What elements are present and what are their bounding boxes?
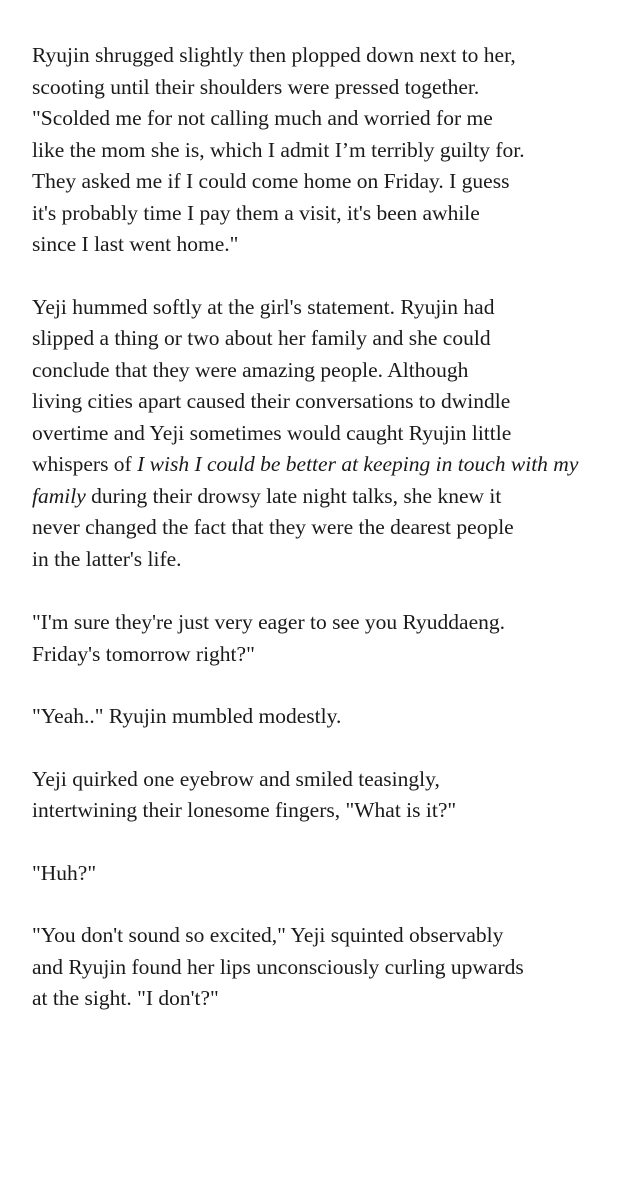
text-line: They asked me if I could come home on Friday. I guess — [32, 169, 510, 193]
text-line: in the latter's life. — [32, 546, 182, 571]
text-line: "Yeah.." Ryujin mumbled modestly. — [32, 704, 342, 728]
italic-text-run: I wish I could be better at keeping in touch with my — [137, 452, 579, 476]
paragraph-3 — [32, 607, 632, 670]
text-line: Yeji hummed softly at the girl's statement. Ryujin had — [32, 294, 495, 319]
text-line: slipped a thing or two about her family and she could — [32, 326, 491, 350]
text-line: living cities apart caused their conversations to dwindle — [32, 389, 511, 413]
text-line: "Scolded me for not calling much and worried for me — [32, 106, 493, 130]
text-line: never changed the fact that they were the dearest people — [32, 515, 514, 539]
text-line: "I'm sure they're just very eager to see you Ryuddaeng. — [32, 610, 505, 634]
paragraph-6 — [32, 858, 632, 890]
paragraph-5 — [32, 764, 632, 827]
text-run: during their drowsy late night talks, she knew it — [85, 483, 502, 508]
text-line: Yeji quirked one eyebrow and smiled teasingly, — [32, 766, 440, 791]
story-page — [32, 40, 632, 1015]
text-line: and Ryujin found her lips unconsciously curling upwards — [32, 954, 524, 979]
text-line: Friday's tomorrow right?" — [32, 641, 255, 666]
text-line-with-italic — [32, 481, 632, 513]
paragraph-7 — [32, 920, 632, 1015]
text-line: it's probably time I pay them a visit, it's been awhile — [32, 200, 480, 225]
text-line: "Huh?" — [32, 860, 97, 885]
text-line: intertwining their lonesome fingers, "What is it?" — [32, 798, 457, 822]
paragraph-1 — [32, 40, 632, 261]
text-line: overtime and Yeji sometimes would caught Ryujin little — [32, 420, 512, 445]
text-line: like the mom she is, which I admit I’m terribly guilty for. — [32, 137, 525, 162]
text-line-with-italic — [32, 449, 632, 481]
text-line: scooting until their shoulders were pressed together. — [32, 74, 480, 99]
text-line: at the sight. "I don't?" — [32, 986, 219, 1010]
italic-text-run: family — [32, 483, 86, 508]
paragraph-4 — [32, 701, 632, 733]
text-run: whispers of — [32, 452, 138, 476]
text-line: Ryujin shrugged slightly then plopped down next to her, — [32, 43, 516, 67]
text-line: conclude that they were amazing people. Although — [32, 357, 469, 382]
text-line: since I last went home." — [32, 232, 239, 256]
text-line: "You don't sound so excited," Yeji squinted observably — [32, 923, 504, 947]
paragraph-2 — [32, 292, 632, 576]
